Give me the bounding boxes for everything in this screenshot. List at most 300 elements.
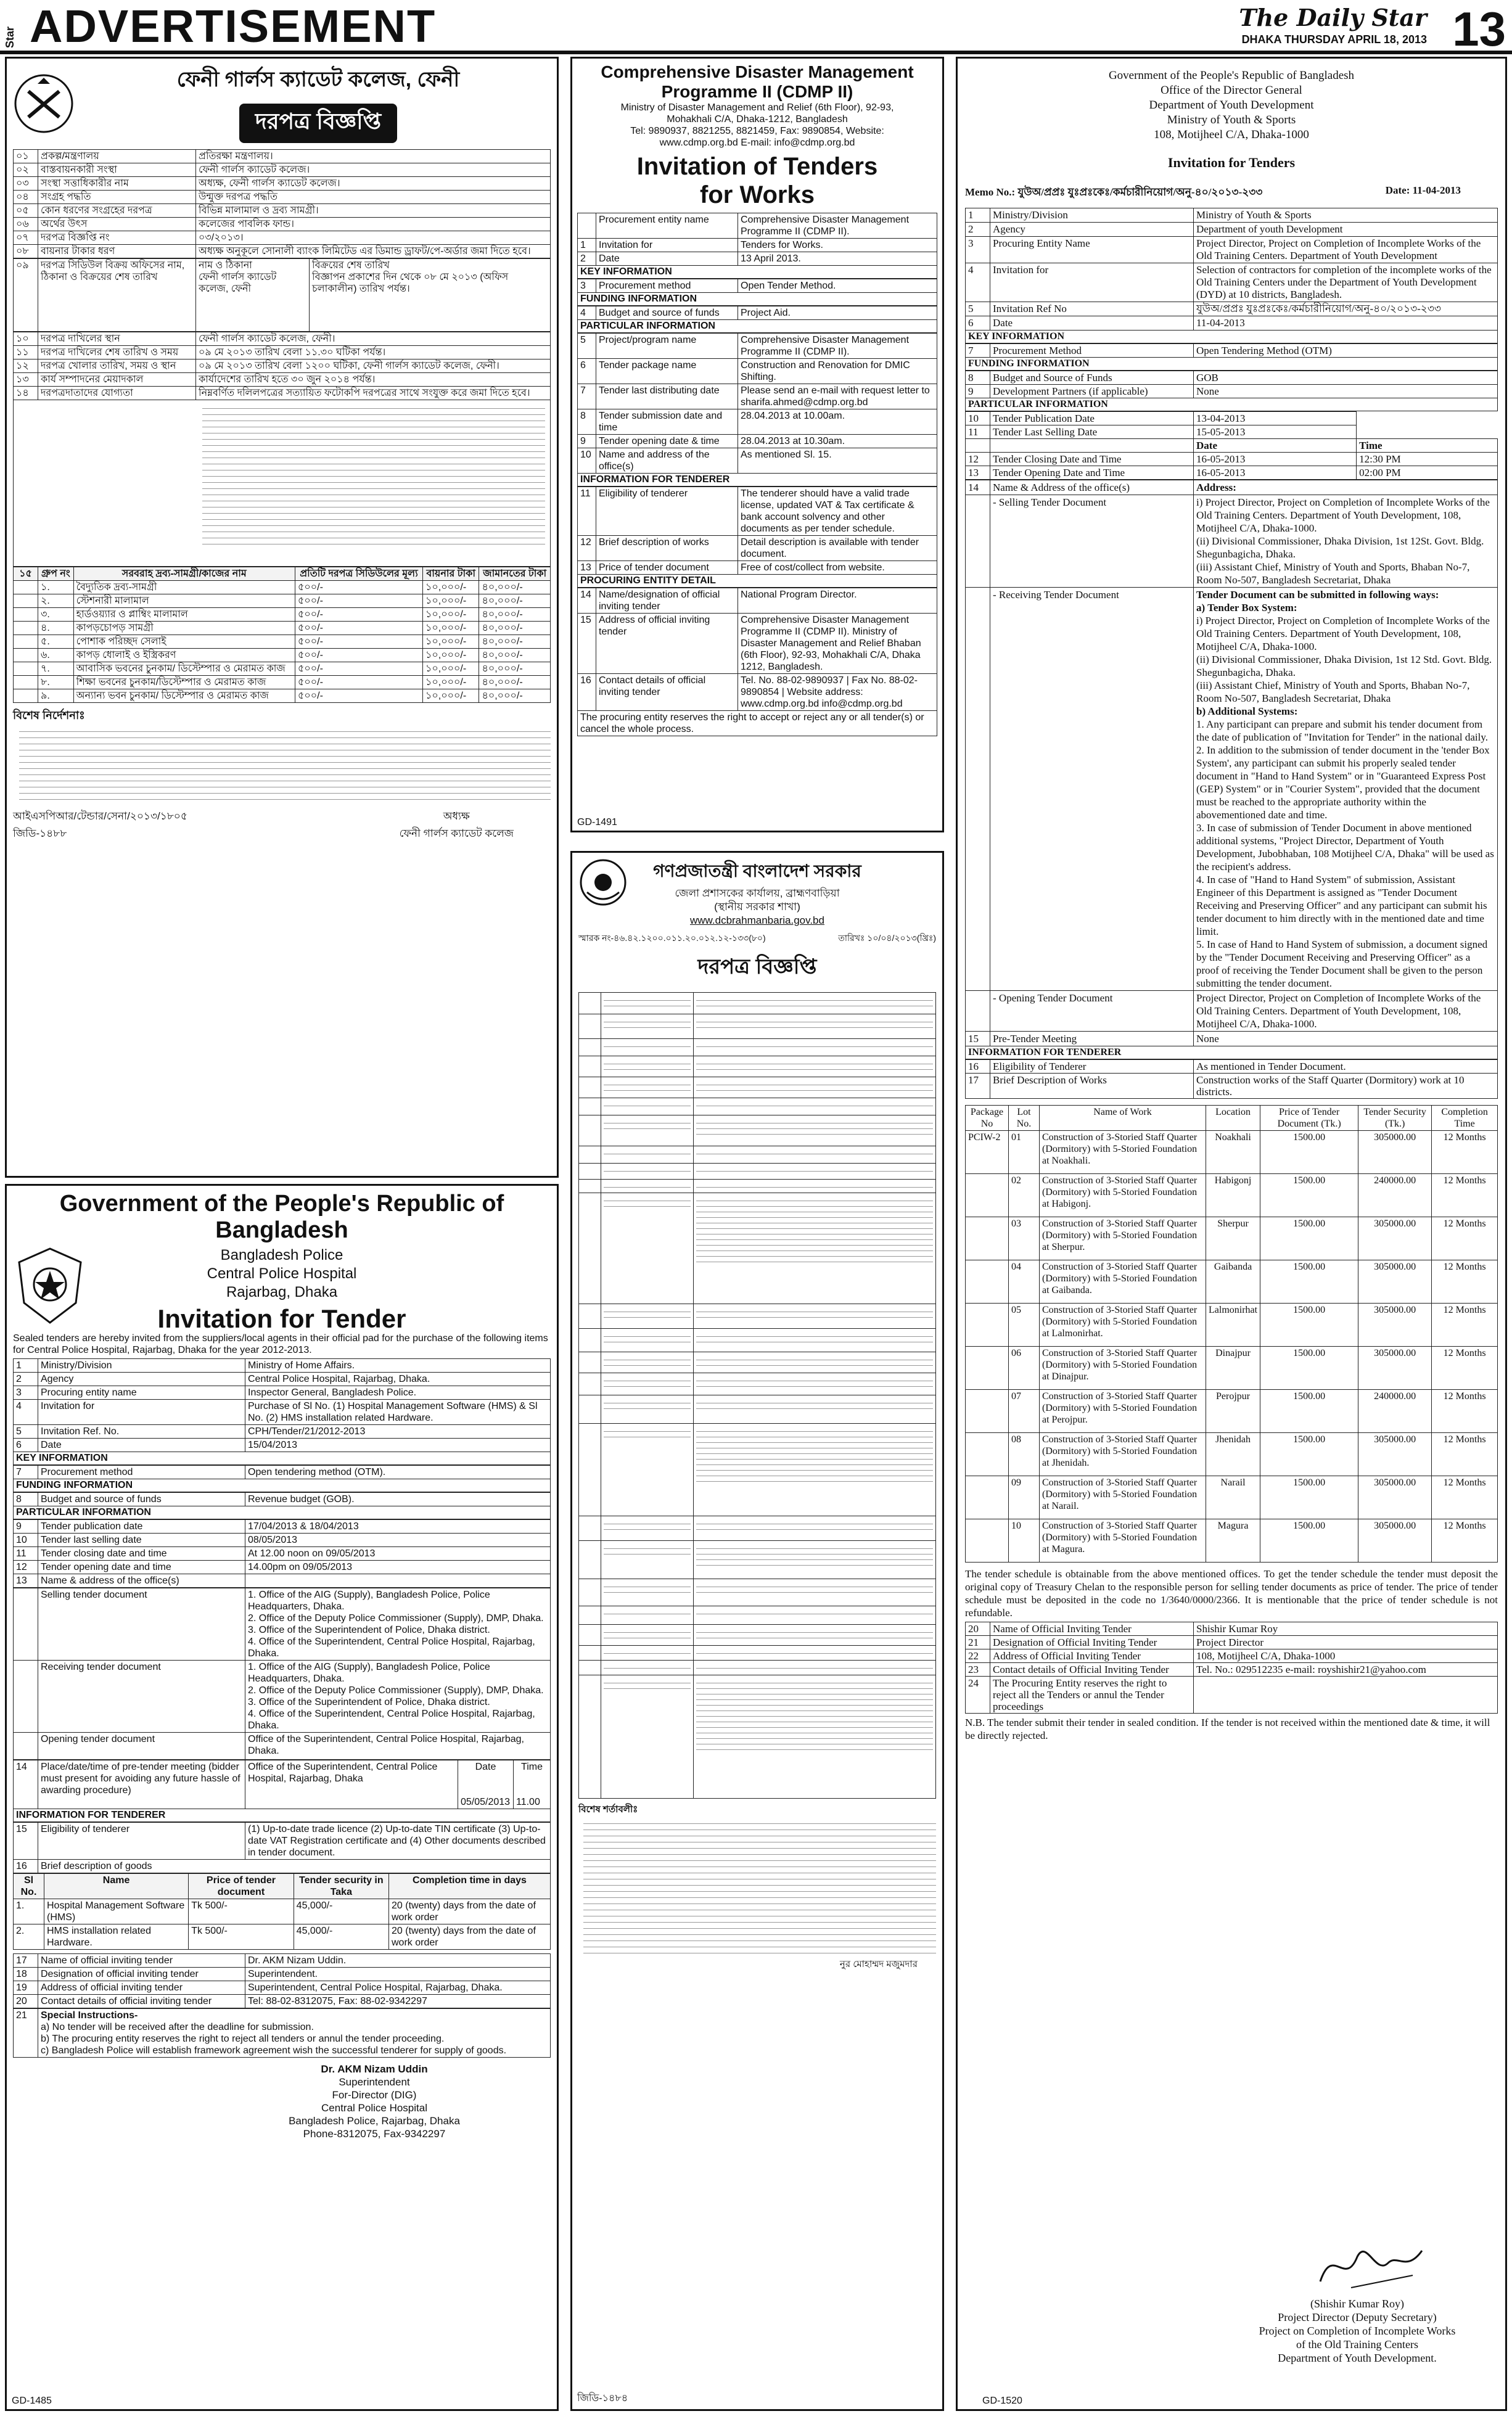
table-row [966,223,1498,237]
feni-cadet-college-ad [5,57,559,1178]
table-header: Tender security in Taka [294,1874,388,1899]
table-cell: Project/program name [596,334,738,359]
text-line [696,1220,933,1223]
police-sec-part: PARTICULAR INFORMATION [13,1506,551,1519]
text-line [696,1702,933,1706]
table-cell [1040,1260,1206,1304]
table-cell: Magura [1206,1519,1260,1563]
dyd-gd: GD-1520 [982,2396,1022,2406]
table-row [578,279,937,293]
table-cell: Tender opening date & time [596,435,738,448]
table-cell [579,1424,601,1516]
table-cell [579,1193,601,1304]
table-cell: PCIW-2 [966,1131,1009,1174]
police-sig-5: Phone-8312075, Fax-9342297 [303,2128,446,2140]
table-cell: আবাসিক ভবনের চুনকাম/ ডিস্টেম্পার ও মেরামত কাজ [73,662,295,676]
text-line [696,1362,933,1366]
text-line [696,1635,933,1638]
text-line [696,1589,933,1593]
table-row [966,1636,1498,1649]
cdmp-addr3: Tel: 9890937, 8821255, 8821459, Fax: 9890854, Website: [630,126,884,136]
table-cell [1040,1304,1206,1347]
table-cell: Tel. No.: 029512235 e-mail: royshishir21@yahoo.com [1194,1663,1498,1677]
dyd-receiving-b: b) Additional Systems: [1196,705,1298,717]
text-line [696,1439,933,1443]
table-cell: Dinajpur [1206,1347,1260,1390]
text-line [696,1231,933,1234]
table-cell: Name of official inviting tender [38,1954,245,1968]
list-item: (ii) Divisional Commissioner, Dhaka Division, 1st 12St. Govt. Bldg. Shegunbagicha, Dhaka. [1196,535,1484,560]
feni-footer [13,808,551,843]
text-line [696,1168,933,1172]
table-cell: 2 [14,1373,38,1386]
table-cell [601,1329,694,1352]
table-header: Completion Time [1432,1106,1498,1131]
police-gov: Government of the People's Republic of Bangladesh [59,1191,504,1243]
text-line [696,1247,933,1251]
list-item: 3. In case of submission of Tender Document in above mentioned additional systems, "Project Director, Department of Youth Development, Jubobhaban, 108 Motijheel C/A, Dhaka" will be used as the recipient's address. [1196,822,1494,873]
table-cell: Project Director [1194,1636,1498,1649]
table-row [966,453,1498,466]
table-cell [579,993,601,1014]
table-row [14,245,551,258]
table-row [14,1493,551,1506]
text-line [604,1521,691,1524]
table-cell [579,1541,601,1579]
table-cell: Procurement method [38,1466,245,1479]
feni-location-table: ০৯ দরপত্র সিডিউল বিক্রয় অফিসের নাম, ঠিকানা ও বিক্রয়ের শেষ তারিখ নাম ও ঠিকানা ফেনী গার্লস ক্যাডেট কলেজ, ফেনী বিক্রয়ের শেষ তারিখ বিজ্ঞাপন প্রকাশের দিন থেকে ০৮ মে ২০১৩ (অফিস চলাকালীন) তারিখ পর্যন্ত। [13,258,551,332]
work-name: Construction of 3-Storied Staff Quarter (Dormitory) with 5-Storied Foundation at [1042,1391,1198,1425]
table-cell: Department of youth Development [1194,223,1498,237]
table-cell: 12 Months [1432,1304,1498,1347]
dyd-office-table [965,480,1498,1046]
table-cell [1040,1347,1206,1390]
table-cell: 17 [966,1074,990,1099]
table-cell: 09 [1009,1476,1040,1519]
table-row [14,1439,551,1452]
table-cell: 10 [1009,1519,1040,1563]
table-cell: 6 [578,359,596,384]
table-row [14,662,551,676]
cdmp-heading2: for Works [700,181,815,208]
table-row [966,1260,1498,1304]
table-row [578,384,937,409]
text-line [696,1308,933,1312]
police-table-f [13,1953,551,2008]
table-cell: Tender Publication Date [990,412,1194,425]
table-row [14,332,551,346]
table-row [579,1606,935,1624]
table-row [578,409,937,435]
dyd-address: 108, Motijheel C/A, Dhaka-1000 [1154,128,1309,141]
table-cell [579,1606,601,1624]
table-header: Sl No. [14,1874,44,1899]
table-cell: বৈদ্যুতিক দ্রব্য-সামগ্রী [73,581,295,594]
table-row [578,334,937,359]
dyd-table-c [965,371,1498,398]
list-item: 2. Office of the Deputy Police Commissioner (Supply), DMP, Dhaka. [248,1685,544,1696]
table-row [578,561,937,575]
table-row [966,385,1498,398]
table-cell: ০২ [14,163,38,177]
text-line [696,1120,933,1123]
dc-gd: জিডি-১৪৮৪ [577,2393,628,2404]
text-line [604,1197,691,1201]
table-row [578,536,937,561]
text-line [696,1611,933,1614]
list-item: 2. Office of the Deputy Police Commissioner (Supply), DMP, Dhaka. [248,1613,544,1624]
table-cell [601,1039,694,1056]
dyd-sec-part: PARTICULAR INFORMATION [965,398,1498,411]
cdmp-table-f [577,588,937,711]
table-cell: ৪০,০০০/- [479,622,551,635]
dyd-memo: Memo No.: যুউঅ/প্রপ্রঃ যুঃপ্রঃকেঃ/কর্মচারীনিয়োগ/অনু-৪০/২০১৩-২৩৩ [965,186,1263,198]
police-hospital-ad [5,1184,559,2411]
table-header: সরবরাহ দ্রব্য-সামগ্রী/কাজের নাম [73,567,295,581]
table-cell: 06 [1009,1347,1040,1390]
table-cell: 305000.00 [1358,1217,1432,1260]
dyd-row15-value: None [1194,1032,1498,1046]
table-row [14,1534,551,1547]
table-cell: 12 [578,536,596,561]
dyd-heading: Invitation for Tenders [1167,155,1296,170]
table-cell [601,1661,694,1675]
cdmp-footer: The procuring entity reserves the right to accept or reject any or all tender(s) or cancel the whole process. [577,711,937,736]
table-cell: 305000.00 [1358,1519,1432,1563]
dyd-sig-desig: Project Director (Deputy Secretary) [1278,2311,1437,2323]
table-cell: 1 [578,239,596,252]
table-row [966,1390,1498,1433]
table-cell: CPH/Tender/21/2012-2013 [245,1425,551,1439]
table-cell [14,635,38,649]
table-cell: Habigonj [1206,1174,1260,1217]
police-intro: Sealed tenders are hereby invited from the suppliers/local agents in their official pad for the purchase of the following items for Central Police Hospital, Rajarbag, Dhaka for the year 2012-2013. [13,1333,548,1355]
text-line [696,1103,933,1106]
feni-eligibility-detail [13,400,551,567]
list-item: (iii) Assistant Chief, Ministry of Youth and Sports, Bhaban No-7, Room No-507, Bangladesh Secretariat, Dhaka [1196,680,1470,704]
text-line [604,1635,691,1638]
table-cell [694,1579,935,1606]
table-row [578,306,937,320]
table-cell: 1500.00 [1260,1433,1358,1476]
table-cell: Tel: 88-02-8312075, Fax: 88-02-9342297 [245,1995,551,2008]
table-cell: ১০ [14,332,38,346]
table-cell: দরপত্র বিজ্ঞপ্তি নং [38,231,196,245]
dyd-lot-table [965,1105,1498,1563]
table-header: জামানতের টাকা [479,567,551,581]
text-line [604,1545,691,1549]
table-cell: কাপড়চোপড় সামগ্রী [73,622,295,635]
table-cell: Dr. AKM Nizam Uddin. [245,1954,551,1968]
table-cell: As mentioned in Tender Document. [1194,1060,1498,1074]
table-cell [601,1098,694,1115]
dyd-sig-dept: Department of Youth Development. [1278,2352,1437,2364]
text-line [696,1061,933,1064]
dyd-sig-proj2: of the Old Training Centers [1296,2338,1418,2351]
table-cell: 16 [966,1060,990,1074]
table-header: Completion time in days [389,1874,551,1899]
table-cell: ৫. [38,635,74,649]
table-row [579,1056,935,1077]
table-header: Price of Tender Document (Tk.) [1260,1106,1358,1131]
table-cell: 12 Months [1432,1217,1498,1260]
table-row [579,1352,935,1373]
table-cell: 7 [14,1466,38,1479]
table-cell: ১০,০০০/- [422,635,479,649]
table-cell: 3 [14,1386,38,1400]
table-cell: Detail description is available with tender document. [738,536,937,561]
text-line [696,1225,933,1229]
table-cell [601,1579,694,1606]
list-item: c) Bangladesh Police will establish framework agreement wish the successful tenderer for supply of goods. [41,2045,507,2056]
table-cell: 2 [966,223,990,237]
police-pretender-time: 11.00 [516,1797,540,1807]
table-cell: ১২ [14,359,38,373]
work-location: Perojpur. [1051,1415,1088,1425]
table-header: Price of tender document [189,1874,294,1899]
table-row [966,1304,1498,1347]
dc-date: তারিখঃ ১০/০৪/২০১৩(খ্রিঃ) [838,933,936,943]
text-line [604,1383,691,1387]
table-cell: Procuring entity name [38,1386,245,1400]
table-cell [1040,1476,1206,1519]
table-cell [694,1606,935,1624]
table-cell: ফেনী গার্লস ক্যাডেট কলেজ। [196,163,551,177]
table-cell: ৪০,০০০/- [479,581,551,594]
table-cell: হার্ডওয়্যার ও প্লাম্বিং মালামাল [73,608,295,622]
text-line [696,1472,933,1476]
table-row [579,1660,935,1675]
table-row [14,622,551,635]
table-cell: ০১ [14,150,38,163]
table-cell: 15-05-2013 [1194,425,1357,439]
dateline: DHAKA THURSDAY APRIL 18, 2013 [1241,33,1427,46]
table-row [14,1561,551,1574]
table-cell: 11 [578,487,596,536]
text-line [696,1730,933,1733]
text-line [696,1545,933,1549]
table-row [14,387,551,400]
text-line [696,1583,933,1587]
table-cell [1194,1677,1498,1714]
text-line [696,1378,933,1381]
text-line [604,1611,691,1614]
table-cell [578,213,596,239]
text-line [696,1445,933,1448]
table-cell [694,1098,935,1115]
text-line [696,1019,933,1022]
table-header: Package No [966,1106,1009,1131]
table-cell: Contact details of official inviting tender [38,1995,245,2008]
table-row [966,1347,1498,1390]
table-cell: 20 (twenty) days from the date of work order [389,1924,551,1950]
table-cell: ১১ [14,346,38,359]
text-line [604,1003,691,1006]
table-cell: Contact details of official inviting tender [596,674,738,711]
table-row [14,581,551,594]
table-cell: Designation of official inviting tender [38,1968,245,1981]
text-line [604,1087,691,1091]
police-eligibility-table: 15 Eligibility of tenderer (1) Up-to-date trade licence (2) Up-to-date TIN certificate (3) Up-to-date VAT Registration certificate and (4) Other documents described in tender document. 16 Brief description of goods [13,1822,551,1873]
table-header: Lot No. [1009,1106,1040,1131]
dyd-row14-value: Address: [1194,480,1498,495]
table-cell: 13 April 2013. [738,252,937,266]
dyd-opening: Project Director, Project on Completion of Incomplete Works of the Old Training Centers. Department of Youth Development, 108, Motijheel C/A, Dhaka-1000. [1194,991,1498,1032]
table-cell [966,1390,1009,1433]
table-cell [579,1675,601,1798]
text-line [604,1680,691,1683]
table-cell: 1500.00 [1260,1131,1358,1174]
table-cell: 8 [578,409,596,435]
table-cell: 5 [578,334,596,359]
feni-signer-org: ফেনী গার্লস ক্যাডেট কলেজ [399,828,514,839]
table-cell [694,1541,935,1579]
text-line [604,1650,691,1654]
dyd-sig-proj: Project on Completion of Incomplete Works [1259,2325,1456,2337]
dyd-table-e [965,1059,1498,1099]
table-cell: 45,000/- [294,1924,388,1950]
table-row [14,191,551,204]
dc-signer: নুর মোহাম্মদ মজুমদার [839,1959,918,1969]
table-cell: 6 [14,1439,38,1452]
table-row [966,1622,1498,1636]
table-cell [1040,1217,1206,1260]
table-cell [601,1424,694,1516]
table-cell: ৪০,০০০/- [479,608,551,622]
table-cell: Tender Last Selling Date [990,425,1194,439]
work-name: Construction of 3-Storied Staff Quarter (Dormitory) with 5-Storied Foundation at [1042,1218,1198,1252]
table-cell: Noakhali [1206,1131,1260,1174]
cdmp-addr1: Ministry of Disaster Management and Relief (6th Floor), 92-93, [620,102,894,113]
table-row [14,1466,551,1479]
table-row [966,344,1498,358]
table-cell [14,581,38,594]
table-row [14,163,551,177]
table-cell: ১৪ [14,387,38,400]
table-row [966,1217,1498,1260]
table-cell: 7 [578,384,596,409]
table-cell [579,1579,601,1606]
table-cell [579,1352,601,1373]
table-row [14,218,551,231]
table-cell [14,608,38,622]
table-cell [601,1352,694,1373]
table-cell: ৪. [38,622,74,635]
dyd-sec-tend: INFORMATION FOR TENDERER [965,1046,1498,1059]
list-item: i) Project Director, Project on Completion of Incomplete Works of the Old Training Centers. Department of Youth Development, 108, Motijheel C/A, Dhaka-1000. [1196,615,1490,652]
table-cell: ৬. [38,649,74,662]
table-cell: 305000.00 [1358,1476,1432,1519]
table-header: Tender Security (Tk.) [1358,1106,1432,1131]
table-cell [601,1193,694,1304]
feni-group-table [13,567,551,703]
newspaper-name: The Daily Star [1239,4,1427,31]
text-line [696,1680,933,1683]
feni-notes [13,728,551,800]
table-cell: দরপত্র দাখিলের শেষ তারিখ ও সময় [38,346,196,359]
dyd-date-col: Date [1194,439,1357,453]
table-cell: অন্যান্য ভবন চুনকাম/ ডিস্টেম্পার ও মেরামত কাজ [73,689,295,703]
table-cell: ৫০০/- [295,662,422,676]
table-row [579,1077,935,1098]
list-item: b) The procuring entity reserves the right to reject all tenders or annul the tender proceeding. [41,2034,445,2044]
govt-emblem-icon [578,858,628,907]
table-cell: Comprehensive Disaster Management Programme II (CDMP II). [738,213,937,239]
table-row [14,231,551,245]
table-cell: 305000.00 [1358,1260,1432,1304]
table-cell: 1500.00 [1260,1390,1358,1433]
table-cell: ৫০০/- [295,689,422,703]
table-cell: Superintendent. [245,1968,551,1981]
table-cell: Agency [990,223,1194,237]
text-line [696,1082,933,1085]
table-row [14,689,551,703]
table-cell: 1500.00 [1260,1260,1358,1304]
table-cell: 17/04/2013 & 18/04/2013 [245,1520,551,1534]
table-row [14,1400,551,1425]
table-cell: Date [38,1439,245,1452]
table-cell [579,1014,601,1038]
cdmp-addr4: www.cdmp.org.bd E-mail: info@cdmp.org.bd [659,138,855,148]
table-cell: 6 [966,316,990,331]
table-cell: 12:30 PM [1357,453,1498,466]
table-cell [579,1304,601,1328]
table-cell: 9 [966,385,990,398]
text-line [696,1259,933,1262]
table-cell: Tel. No. 88-02-9890937 | Fax No. 88-02-9890854 | Website address: www.cdmp.org.bd info@cdmp.org.bd [738,674,937,711]
list-item: (iii) Assistant Chief, Ministry of Youth and Sports, Bhaban No-7, Room No-507, Bangladesh Secretariat, Dhaka [1196,561,1470,586]
table-cell: Perojpur [1206,1390,1260,1433]
table-cell: Revenue budget (GOB). [245,1493,551,1506]
table-cell: 1500.00 [1260,1519,1358,1563]
text-line [696,1735,933,1739]
table-cell: 02 [1009,1174,1040,1217]
table-cell: 10 [14,1534,38,1547]
table-cell: 3 [578,279,596,293]
table-cell [694,1395,935,1423]
table-cell: 9 [14,1520,38,1534]
table-cell [14,622,38,635]
table-cell [14,662,38,676]
table-cell: Contact details of Official Inviting Tender [990,1663,1194,1677]
table-cell: Tender opening date and time [38,1561,245,1574]
text-line [604,1203,691,1207]
table-cell: ৫০০/- [295,635,422,649]
table-row [579,1163,935,1179]
table-row [579,1675,935,1798]
feni-info-table [13,149,551,258]
list-item: (ii) Divisional Commissioner, Dhaka Division, 1st 12 Std. Govt. Bldg. Shegunbagicha, Dhaka. [1196,654,1492,678]
text-line [696,1456,933,1460]
table-cell: 13 [578,561,596,575]
table-cell: অধ্যক্ষ অনুকূলে সোনালী ব্যাংক লিমিটেড এর ডিমান্ড ড্রাফট/পে-অর্ডার জমা দিতে হবে। [196,245,551,258]
table-header: Location [1206,1106,1260,1131]
police-sig-2: For-Director (DIG) [332,2089,417,2101]
table-cell: ৪০,০০০/- [479,594,551,608]
dyd-date: Date: 11-04-2013 [1385,184,1461,196]
table-cell: Name and address of the office(s) [596,448,738,474]
table-cell: Ministry/Division [38,1359,245,1373]
table-cell: বায়নার টাকার ধরণ [38,245,196,258]
cdmp-sec-key: KEY INFORMATION [577,266,937,279]
text-line [696,1184,933,1188]
table-cell: 19 [14,1981,38,1995]
table-row [14,1995,551,2008]
table-row [14,346,551,359]
text-line [696,1357,933,1360]
police-badge-icon [13,1246,87,1326]
table-cell: ০৯ মে ২০১৩ তারিখ বেলা ১২০০ ঘটিকা, ফেনী গার্লস ক্যাডেট কলেজ, ফেনী। [196,359,551,373]
